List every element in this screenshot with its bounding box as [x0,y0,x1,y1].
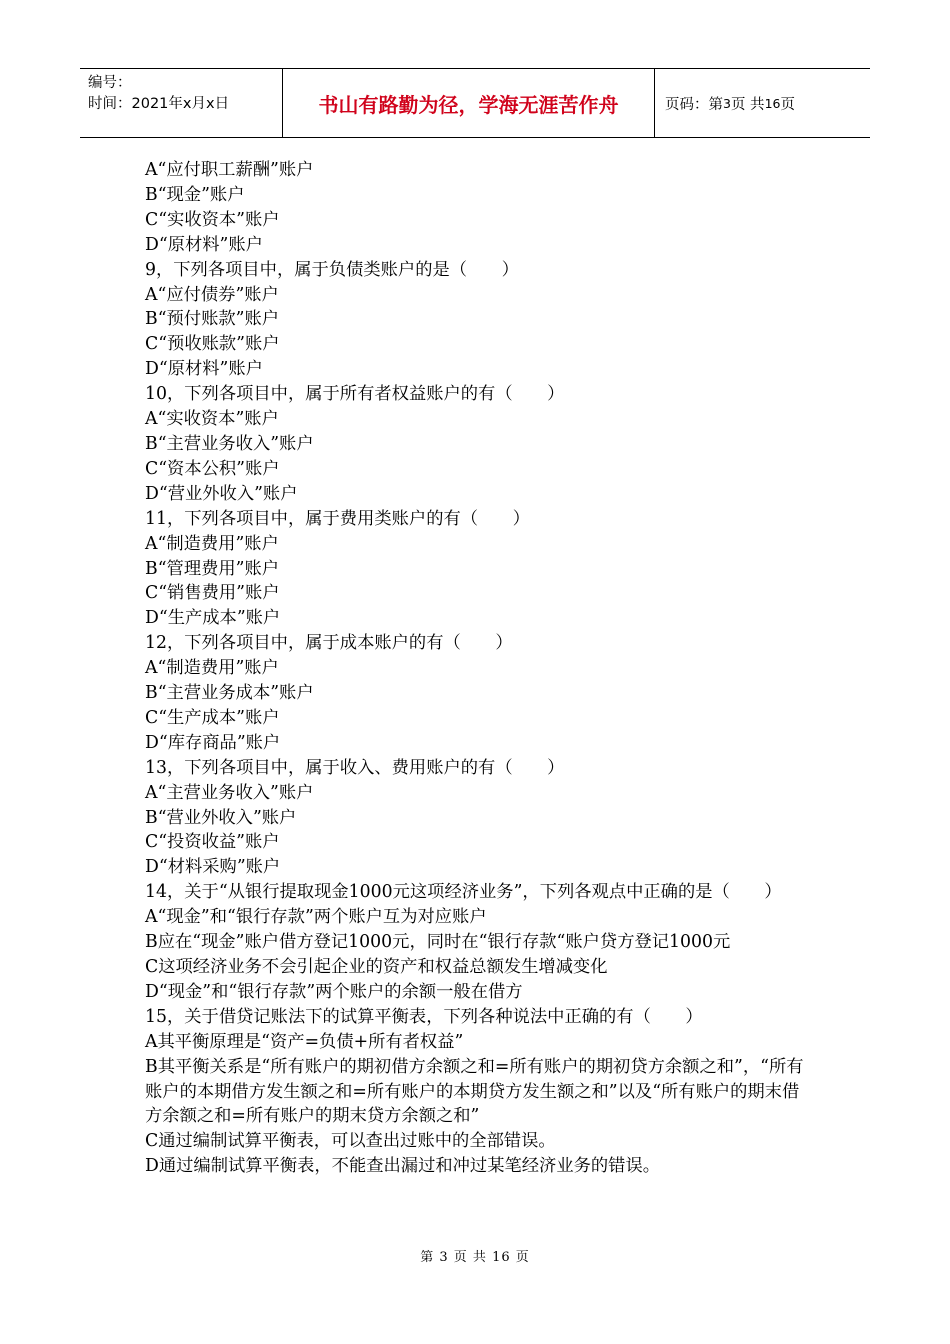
text-line: 11，下列各项目中，属于费用类账户的有（ ） [145,508,530,529]
time-label: 时间：2021年x月x日 [88,96,230,112]
text-line: C“资本公积”账户 [145,458,280,479]
text-line: D“原材料”账户 [145,234,263,255]
page-current: 3 [723,95,731,111]
text-line: C“生产成本”账户 [145,707,280,728]
text-line: A“实收资本”账户 [145,409,279,430]
footer-suffix: 页 [515,1250,530,1265]
text-line: B应在“现金”账户借方登记1000元，同时在“银行存款“账户贷方登记1000元 [145,932,731,953]
text-line: B“预付账款”账户 [145,309,280,330]
text-line: 10，下列各项目中，属于所有者权益账户的有（ ） [145,384,565,405]
footer-current: 3 [439,1250,449,1265]
code-label: 编号： [88,75,132,91]
page-header [80,68,870,138]
text-line: A“应付债券”账户 [145,284,279,305]
page-prefix: 页码：第 [665,96,723,113]
text-line: C“销售费用”账户 [145,583,280,604]
text-line: C“预收账款”账户 [145,334,280,355]
header-motto: 书山有路勤为径，学海无涯苦作舟 [282,69,655,137]
text-line: A“制造费用”账户 [145,533,279,554]
text-line: D“营业外收入”账户 [145,483,298,504]
text-line: A“主营业务收入”账户 [145,782,314,803]
text-line: D“库存商品”账户 [145,732,281,753]
footer-total: 16 [492,1250,511,1265]
text-line: C“实收资本”账户 [145,209,280,230]
header-meta [80,69,282,137]
footer-mid: 页 共 [453,1250,487,1265]
text-line: B“现金”账户 [145,184,245,205]
text-line: C通过编制试算平衡表，可以查出过账中的全部错误。 [145,1131,556,1152]
text-line: 14，关于“从银行提取现金1000元这项经济业务”，下列各观点中正确的是（ ） [145,882,782,903]
text-line: A其平衡原理是“资产=负债+所有者权益” [145,1031,464,1052]
text-line: C“投资收益”账户 [145,832,280,853]
text-line: B其平衡关系是“所有账户的期初借方余额之和=所有账户的期初贷方余额之和”，“所有账户的本期借方发生额之和=所有账户的本期贷方发生额之和”以及“所有账户的期末借方余额之和=所有账户的期末贷方余额之和” [145,1056,804,1127]
text-line: D“现金”和“银行存款”两个账户的余额一般在借方 [145,981,523,1002]
text-line: D通过编制试算平衡表，不能查出漏过和冲过某笔经济业务的错误。 [145,1156,661,1177]
page-total: 16 [764,95,781,111]
header-page-info [655,69,870,137]
text-line: 12，下列各项目中，属于成本账户的有（ ） [145,633,513,654]
text-line: D“生产成本”账户 [145,608,281,629]
text-line: B“管理费用”账户 [145,558,280,579]
page-footer [0,1246,950,1265]
text-line: 15，关于借贷记账法下的试算平衡表，下列各种说法中正确的有（ ） [145,1006,703,1027]
text-line: D“原材料”账户 [145,359,263,380]
text-line: A“应付职工薪酬”账户 [145,160,314,180]
footer-prefix: 第 [420,1250,435,1265]
page-mid: 页 共 [730,96,765,113]
text-line: B“营业外收入”账户 [145,807,297,828]
text-line: C这项经济业务不会引起企业的资产和权益总额发生增减变化 [145,957,608,977]
text-line: D“材料采购”账户 [145,857,281,878]
text-line: B“主营业务收入”账户 [145,433,314,454]
text-line: A“制造费用”账户 [145,658,279,679]
text-line: A“现金”和“银行存款”两个账户互为对应账户 [145,907,487,928]
document-body [145,158,810,1179]
text-line: 13，下列各项目中，属于收入、费用账户的有（ ） [145,757,565,778]
text-line: B“主营业务成本”账户 [145,683,314,704]
page-suffix: 页 [780,96,795,113]
text-line: 9，下列各项目中，属于负债类账户的是（ ） [145,259,519,280]
